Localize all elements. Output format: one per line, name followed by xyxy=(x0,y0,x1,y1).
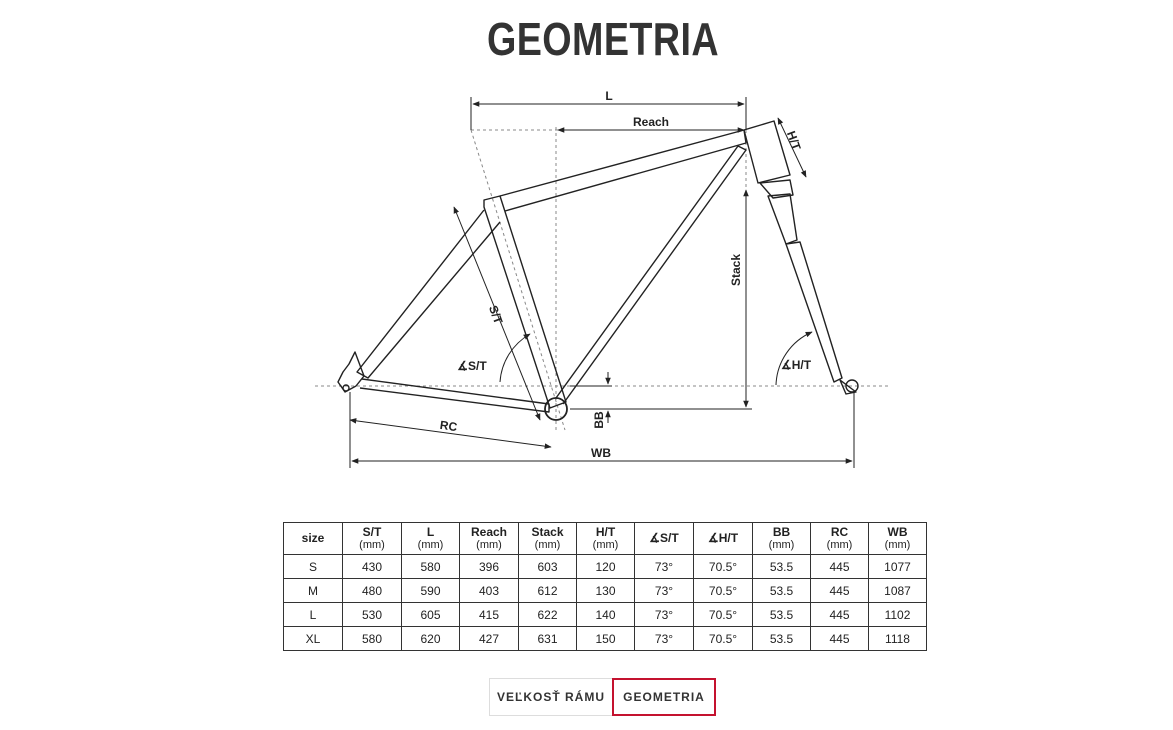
page-title: GEOMETRIA xyxy=(486,13,720,65)
cell: 1087 xyxy=(869,579,927,603)
table-header-row xyxy=(284,523,927,555)
table-row xyxy=(284,555,927,579)
cell: 396 xyxy=(460,555,519,579)
cell: 70.5° xyxy=(694,555,753,579)
cell: 73° xyxy=(635,555,694,579)
label-st-angle: ∡S/T xyxy=(457,359,487,373)
cell: 1118 xyxy=(869,627,927,651)
cell: 403 xyxy=(460,579,519,603)
cell: 612 xyxy=(519,579,577,603)
cell: 53.5 xyxy=(753,579,811,603)
cell: 120 xyxy=(577,555,635,579)
label-reach: Reach xyxy=(632,115,670,129)
cell: 530 xyxy=(343,603,402,627)
cell-size: L xyxy=(284,603,343,627)
cell: 445 xyxy=(811,627,869,651)
cell: 73° xyxy=(635,603,694,627)
tab-geometry[interactable]: GEOMETRIA xyxy=(612,678,716,716)
cell: 70.5° xyxy=(694,579,753,603)
col-ht-angle: ∡H/T xyxy=(694,523,753,555)
col-st: S/T (mm) xyxy=(343,523,402,555)
cell: 130 xyxy=(577,579,635,603)
cell: 480 xyxy=(343,579,402,603)
cell: 580 xyxy=(402,555,460,579)
cell: 415 xyxy=(460,603,519,627)
cell: 70.5° xyxy=(694,627,753,651)
cell: 1102 xyxy=(869,603,927,627)
col-size: size xyxy=(284,523,343,555)
label-bb: BB xyxy=(592,411,606,429)
col-l: L (mm) xyxy=(402,523,460,555)
col-wb: WB (mm) xyxy=(869,523,927,555)
cell: 53.5 xyxy=(753,603,811,627)
cell: 620 xyxy=(402,627,460,651)
cell: 1077 xyxy=(869,555,927,579)
cell-size: S xyxy=(284,555,343,579)
label-stack: Stack xyxy=(729,253,743,287)
col-reach: Reach (mm) xyxy=(460,523,519,555)
cell: 73° xyxy=(635,579,694,603)
cell: 445 xyxy=(811,579,869,603)
cell: 603 xyxy=(519,555,577,579)
cell: 445 xyxy=(811,555,869,579)
cell: 622 xyxy=(519,603,577,627)
cell: 70.5° xyxy=(694,603,753,627)
label-ht: H/T xyxy=(783,129,804,153)
cell: 53.5 xyxy=(753,627,811,651)
cell-size: M xyxy=(284,579,343,603)
section-tabs xyxy=(489,678,716,716)
cell: 590 xyxy=(402,579,460,603)
label-rc: RC xyxy=(438,417,459,435)
col-st-angle: ∡S/T xyxy=(635,523,694,555)
geometry-table xyxy=(283,522,927,651)
cell: 140 xyxy=(577,603,635,627)
bike-frame xyxy=(338,121,858,420)
table-row xyxy=(284,627,927,651)
table-row xyxy=(284,603,927,627)
col-ht: H/T (mm) xyxy=(577,523,635,555)
tab-frame-size[interactable]: VEĽKOSŤ RÁMU xyxy=(489,678,612,716)
label-l: L xyxy=(605,89,613,103)
label-st: S/T xyxy=(485,303,506,326)
cell: 430 xyxy=(343,555,402,579)
cell: 445 xyxy=(811,603,869,627)
label-wb: WB xyxy=(591,446,611,460)
col-rc: RC (mm) xyxy=(811,523,869,555)
table-row xyxy=(284,579,927,603)
cell: 150 xyxy=(577,627,635,651)
label-ht-angle: ∡H/T xyxy=(780,358,812,372)
cell-size: XL xyxy=(284,627,343,651)
cell: 73° xyxy=(635,627,694,651)
cell: 53.5 xyxy=(753,555,811,579)
cell: 631 xyxy=(519,627,577,651)
dimension-lines xyxy=(350,104,852,461)
col-bb: BB (mm) xyxy=(753,523,811,555)
cell: 580 xyxy=(343,627,402,651)
cell: 605 xyxy=(402,603,460,627)
col-stack: Stack (mm) xyxy=(519,523,577,555)
cell: 427 xyxy=(460,627,519,651)
